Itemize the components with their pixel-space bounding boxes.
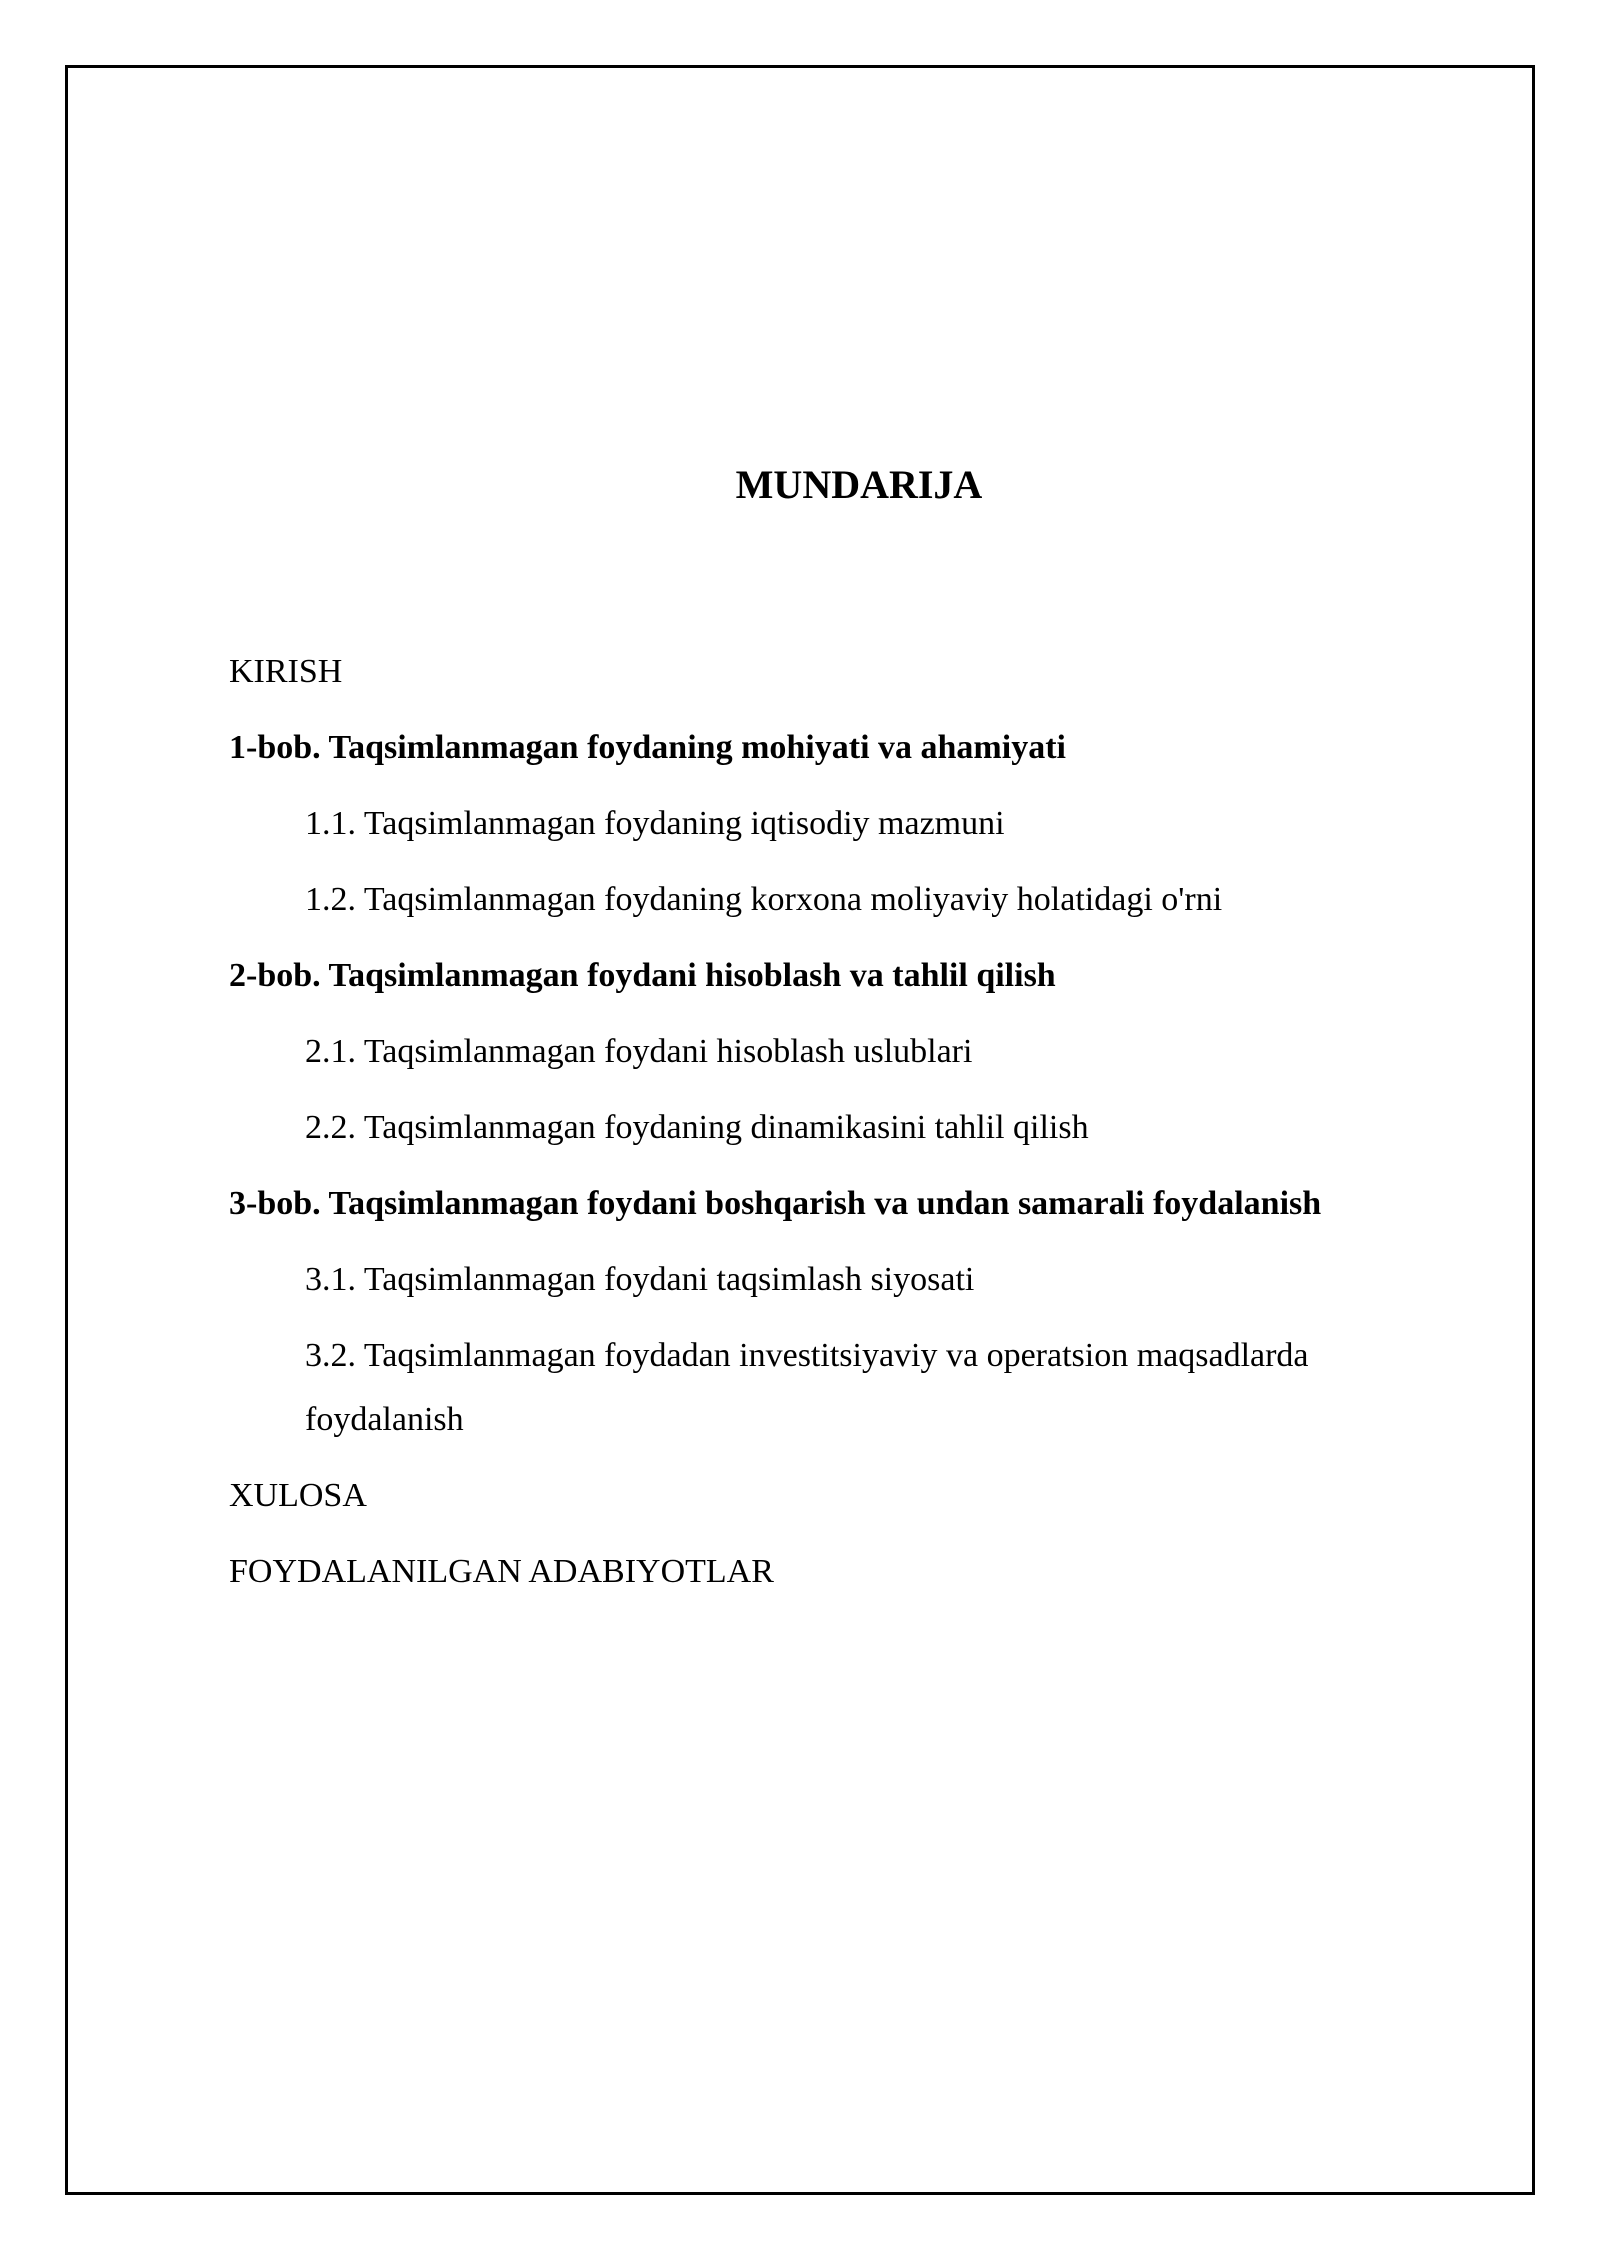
toc-section-2-2: 2.2. Taqsimlanmagan foydaning dinamikasini tahlil qilish [305, 1109, 1089, 1146]
toc-section-2-1: 2.1. Taqsimlanmagan foydani hisoblash uslublari [305, 1033, 973, 1070]
toc-chapter-1: 1-bob. Taqsimlanmagan foydaning mohiyati va ahamiyati [229, 729, 1066, 766]
toc-section-1-2: 1.2. Taqsimlanmagan foydaning korxona moliyaviy holatidagi o'rni [305, 881, 1223, 918]
toc-entry-references: FOYDALANILGAN ADABIYOTLAR [229, 1553, 774, 1590]
toc-section-1-1: 1.1. Taqsimlanmagan foydaning iqtisodiy mazmuni [305, 805, 1005, 842]
toc-entry-introduction: KIRISH [229, 653, 343, 690]
toc-section-3-1: 3.1. Taqsimlanmagan foydani taqsimlash siyosati [305, 1261, 975, 1298]
toc-section-3-2: 3.2. Taqsimlanmagan foydadan investitsiyaviy va operatsion maqsadlarda foydalanish [305, 1337, 1309, 1438]
toc-entry-conclusion: XULOSA [229, 1477, 367, 1514]
table-of-contents [229, 640, 1469, 1616]
page-title: MUNDARIJA [735, 462, 983, 507]
toc-chapter-3: 3-bob. Taqsimlanmagan foydani boshqarish va undan samarali foydalanish [229, 1185, 1322, 1222]
toc-chapter-2: 2-bob. Taqsimlanmagan foydani hisoblash va tahlil qilish [229, 957, 1056, 994]
